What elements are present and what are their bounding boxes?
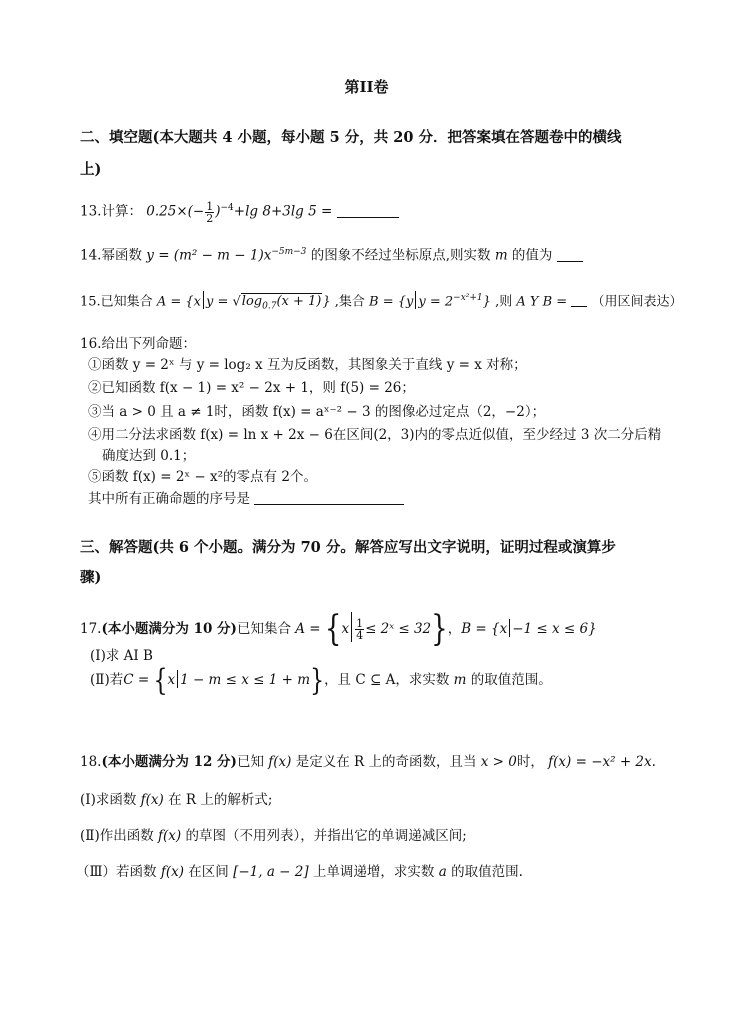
q17-setA-x: x (341, 621, 350, 637)
q18-p3-d: 的取值范围. (451, 864, 523, 880)
q18-p3-interval: [−1, a − 2] (233, 864, 309, 880)
q15-answer-blank[interactable] (571, 292, 587, 307)
q16-label: 16.给出下列命题： (80, 336, 196, 352)
q18-p2-a: (Ⅱ)作出函数 (80, 828, 154, 844)
q18-p3-c: 上单调递增，求实数 (312, 864, 435, 880)
q15-setA-bar (203, 291, 204, 309)
q15-setB: B = {y (369, 294, 414, 310)
q18-formula: f(x) = −x² + 2x (548, 754, 652, 770)
q14-exponent: −5m−3 (271, 247, 307, 257)
q15-tail: （用区间表达） (591, 294, 683, 310)
q18-p2-fx: f(x) (158, 828, 182, 844)
q16-tail: 其中所有正确命题的序号是 (88, 491, 250, 507)
q15-mid: ,集合 (334, 294, 365, 310)
q18-p2-b: 的草图（不用列表），并指出它的单调递减区间; (185, 828, 467, 844)
q18-p1-b: 在 R 上的解析式; (168, 792, 273, 808)
q18-p3-var: a (438, 864, 447, 880)
q15-setA: A = {x (156, 294, 201, 310)
q13-answer-blank[interactable] (337, 203, 399, 218)
q17-brace-open: { (324, 608, 342, 650)
q17-setA-bar (351, 612, 352, 642)
q18-part-2 (80, 826, 467, 846)
page-title: 第II卷 (344, 78, 389, 96)
question-17 (80, 608, 597, 650)
q15-setB-exponent: −x²+1 (453, 293, 483, 303)
q16-item-1: ①函数 y = 2ˣ 与 y = log₂ x 互为反函数，其图象关于直线 y = x 对称； (88, 357, 527, 373)
q14-var: m (494, 247, 508, 264)
q17-frac-den: 4 (356, 629, 364, 642)
q18-label: 18. (80, 754, 102, 770)
section2-heading-line2: 上) (80, 161, 102, 178)
question-16-tail (88, 489, 404, 509)
q17-frac-num: 1 (356, 617, 364, 630)
q18-p3-fx: f(x) (160, 864, 184, 880)
q18-intro-b: 是定义在 R 上的奇函数，且当 (295, 754, 477, 770)
q17-p2-c: 的取值范围。 (470, 672, 552, 688)
q17-sep: ， (447, 621, 462, 637)
q18-cond: x > 0 (480, 754, 517, 770)
q14-expr: y = (m² − m − 1)x (146, 247, 272, 264)
q17-p2-b: ，且 C ⊆ A，求实数 (324, 672, 450, 688)
q14-text: 的图象不经过坐标原点,则实数 (310, 247, 491, 264)
q18-p3-b: 在区间 (188, 864, 229, 880)
q15-log-arg: (x + 1) (276, 294, 322, 310)
q17-label: 17. (80, 621, 102, 637)
q18-intro-a: 已知 (236, 754, 264, 770)
q18-fx: f(x) (268, 754, 292, 770)
q17-setA-left: A = (295, 621, 321, 637)
q16-answer-blank[interactable] (254, 490, 404, 505)
q15-op: A Y B = (516, 294, 568, 310)
q17-brace-close: } (431, 608, 448, 650)
q18-p1-a: (Ⅰ)求函数 (80, 792, 137, 808)
q15-log-base: 0.7 (262, 301, 277, 312)
q15-sqrt-body (241, 293, 323, 312)
q18-intro-c: 时， (516, 754, 544, 770)
q15-setB-cond: y = 2 (418, 294, 454, 310)
q17-setB-bar (509, 619, 510, 637)
q17-p2-cond: 1 − m ≤ x ≤ 1 + m (180, 672, 311, 688)
q18-part-3 (76, 862, 523, 882)
q15-setA-close: } (322, 294, 331, 310)
section3-heading-line1: 三、解答题(共 6 个小题。满分为 70 分。解答应写出文字说明，证明过程或演算步 (80, 539, 616, 556)
q13-expr-b: ) (215, 203, 221, 220)
q15-log: log (241, 294, 263, 310)
q17-p2-var: m (453, 672, 467, 688)
q15-sqrt-sign: √ (232, 294, 241, 310)
q18-p1-fx: f(x) (140, 792, 164, 808)
q17-p2-brace-close: } (310, 664, 325, 699)
q17-setB-cond: −1 ≤ x ≤ 6} (512, 621, 597, 637)
q15-setB-bar (415, 291, 416, 309)
q17-p2-set: C = (123, 672, 150, 688)
q13-frac-den: 2 (206, 211, 214, 225)
q18-part-1 (80, 790, 272, 810)
q17-setA-ineq: ≤ 2ˣ ≤ 32 (365, 621, 432, 637)
q13-exponent: −4 (220, 203, 234, 213)
q14-answer-blank[interactable] (557, 247, 583, 262)
q17-fraction (355, 618, 364, 641)
q14-tail: 的值为 (511, 247, 553, 264)
question-15 (80, 288, 682, 317)
q13-expr-c: +lg 8+3lg 5 = (233, 203, 333, 220)
q17-p2-brace-open: { (153, 664, 168, 699)
q17-setB: B = {x (461, 621, 508, 637)
q17-p2-bar (177, 670, 178, 688)
q17-part-1: (Ⅰ)求 AI B (90, 648, 153, 664)
q17-score: (本小题满分为 10 分) (101, 621, 237, 637)
q14-label: 14.幂函数 (80, 247, 142, 264)
q17-p2-a: (Ⅱ)若 (90, 672, 124, 688)
q16-item-5: ⑤函数 f(x) = 2ˣ − x²的零点有 2个。 (88, 469, 317, 485)
q13-expr-a: 0.25×(− (146, 203, 205, 220)
q17-p2-x: x (167, 672, 176, 688)
q13-fraction (205, 201, 214, 224)
q17-part-2 (90, 664, 552, 699)
q15-then: ,则 (495, 294, 513, 310)
q16-item-2: ②已知函数 f(x − 1) = x² − 2x + 1，则 f(5) = 26； (88, 380, 415, 396)
q18-end: . (651, 754, 656, 770)
q13-frac-num: 1 (206, 199, 214, 213)
question-14 (80, 242, 583, 266)
q15-setB-close: } (482, 294, 491, 310)
q18-p3-a: （Ⅲ）若函数 (76, 864, 157, 880)
q18-score: (本小题满分为 12 分) (101, 754, 237, 770)
q16-item-3: ③当 a > 0 且 a ≠ 1时，函数 f(x) = aˣ⁻² − 3 的图像必过定点（2，−2）； (88, 404, 546, 420)
section3-heading-line2: 骤) (80, 569, 102, 586)
q16-item-4-cont: 确度达到 0.1； (102, 448, 196, 464)
q15-label: 15.已知集合 (80, 294, 153, 310)
q15-setA-cond: y = (205, 294, 233, 310)
q13-label: 13.计算： (80, 203, 142, 220)
section2-heading-line1: 二、填空题(本大题共 4 小题，每小题 5 分，共 20 分．把答案填在答题卷中的横线 (80, 129, 622, 146)
question-13 (80, 198, 399, 224)
q16-item-4: ④用二分法求函数 f(x) = ln x + 2x − 6在区间(2，3)内的零点近似值，至少经过 3 次二分后精 (88, 427, 662, 443)
question-18 (80, 752, 656, 772)
q17-intro: 已知集合 (236, 621, 291, 637)
